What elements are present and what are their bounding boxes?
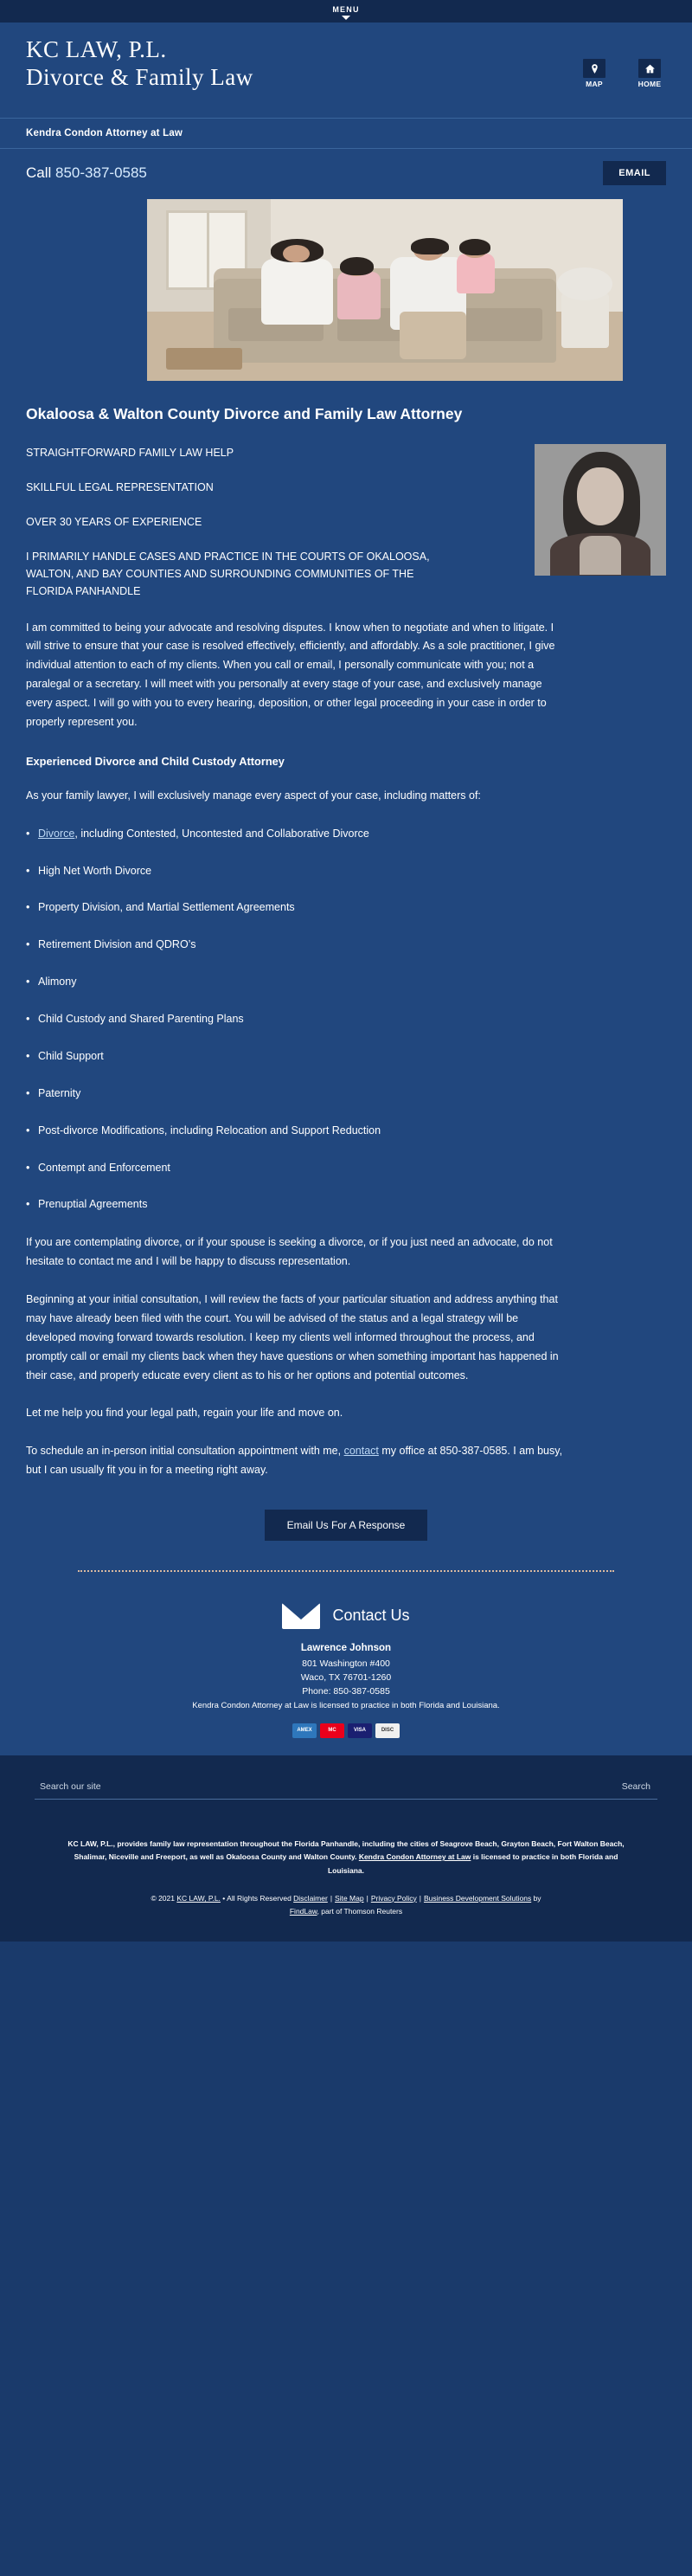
section-subheading: Experienced Divorce and Child Custody Attorney bbox=[26, 754, 285, 768]
mastercard-card-icon: MC bbox=[320, 1723, 344, 1738]
map-icon bbox=[583, 59, 606, 78]
list-item-label: High Net Worth Divorce bbox=[38, 864, 152, 877]
paragraph-commitment: I am committed to being your advocate and resolving disputes. I know when to negotiate and when to litigate. I will strive to ensure that your case is resolved effectively, efficiently, and affordably. As a sole practitioner, I give individual attention to each of my clients. When you call or email, I personally communicate with you; not a paralegal or a secretary. I will meet with you personally at every stage of your case, and exclusively manage every aspect. I will go with you to every hearing, deposition, or other legal proceeding in your case in order to properly represent you. bbox=[26, 621, 555, 728]
discover-card-icon: DISC bbox=[375, 1723, 400, 1738]
contact-phone[interactable]: Phone: 850-387-0585 bbox=[302, 1685, 390, 1697]
paragraph-legal-path: Let me help you find your legal path, regain your life and move on. bbox=[26, 1407, 343, 1420]
intro-row bbox=[26, 444, 666, 600]
footer-by: by bbox=[531, 1893, 541, 1903]
footer-legal bbox=[52, 1892, 640, 1919]
list-item-label: Alimony bbox=[38, 976, 77, 989]
menu-toggle[interactable] bbox=[0, 0, 692, 23]
list-item bbox=[26, 1122, 562, 1141]
intro-line-1: STRAIGHTFORWARD FAMILY LAW HELP bbox=[26, 446, 234, 459]
home-button[interactable] bbox=[630, 59, 670, 88]
list-item-label: Retirement Division and QDRO’s bbox=[38, 938, 196, 951]
attorney-tagline: Kendra Condon Attorney at Law bbox=[0, 118, 692, 149]
list-item bbox=[26, 1085, 562, 1104]
map-label: MAP bbox=[586, 80, 603, 88]
list-item-label: Post-divorce Modifications, including Relocation and Support Reduction bbox=[38, 1124, 381, 1137]
call-bar bbox=[0, 149, 692, 199]
list-item-label: Child Support bbox=[38, 1049, 104, 1062]
schedule-text-a: To schedule an in-person initial consultation appointment with me, bbox=[26, 1445, 344, 1458]
site-footer bbox=[0, 1819, 692, 1942]
footer-desc-a: KC LAW, P.L., provides family law representation throughout the Florida Panhandle, including the cities of Seagrove Beach, Grayton Beach, Fort Walton Beach, Shalimar, Niceville and Freeport, as well as Okaloosa County and Walton County. bbox=[67, 1839, 625, 1862]
list-item bbox=[26, 1159, 562, 1178]
intro-line-4: I PRIMARILY HANDLE CASES AND PRACTICE IN THE COURTS OF OKALOOSA, WALTON, AND BAY COUNTIES AND SURROUNDING COMMUNITIES OF THE FLORIDA PANHANDLE bbox=[26, 550, 430, 597]
search-button[interactable]: Search bbox=[615, 1778, 657, 1795]
contact-link[interactable]: contact bbox=[343, 1445, 379, 1458]
contact-address: 801 Washington #400 bbox=[302, 1658, 390, 1669]
paragraph-consultation: Beginning at your initial consultation, I will review the facts of your particular situation and address anything that may have already been filed with the court. You will be advised of the status and a legal strategy will be developed moving forward towards resolution. I keep my clients well informed throughout the process, and promptly call or email my clients back when they have questions or when something important has happened in their case, and properly educate every client as to his or her options and potential outcomes. bbox=[26, 1293, 559, 1381]
footer-link-disclaimer[interactable]: Disclaimer bbox=[293, 1893, 328, 1903]
call-prefix: Call bbox=[26, 164, 56, 181]
home-icon bbox=[638, 59, 661, 78]
list-item bbox=[26, 862, 562, 881]
footer-findlaw-link[interactable]: FindLaw bbox=[289, 1907, 317, 1916]
paragraph-contemplating: If you are contemplating divorce, or if your spouse is seeking a divorce, or if you just need an advocate, do not hesitate to contact me and I will be happy to discuss representation. bbox=[26, 1236, 553, 1268]
divorce-link[interactable]: Divorce bbox=[38, 827, 75, 840]
map-button[interactable] bbox=[574, 59, 614, 88]
list-item-label: , including Contested, Uncontested and Collaborative Divorce bbox=[74, 827, 369, 840]
brand-tagline[interactable]: Divorce & Family Law bbox=[26, 64, 253, 91]
footer-description bbox=[61, 1838, 631, 1878]
phone-link[interactable]: 850-387-0585 bbox=[55, 164, 147, 181]
list-item bbox=[26, 1010, 562, 1029]
chevron-down-icon bbox=[342, 16, 350, 20]
intro-line-2: SKILLFUL LEGAL REPRESENTATION bbox=[26, 480, 214, 493]
contact-title: Contact Us bbox=[332, 1607, 410, 1625]
search-row bbox=[35, 1778, 657, 1800]
menu-label: MENU bbox=[332, 4, 360, 14]
hero-image bbox=[147, 199, 623, 381]
paragraph-services-intro: As your family lawyer, I will exclusively manage every aspect of your case, including matters of: bbox=[26, 789, 481, 802]
site-header bbox=[0, 23, 692, 118]
email-response-button[interactable]: Email Us For A Response bbox=[265, 1510, 428, 1541]
footer-sep-3: | bbox=[419, 1893, 421, 1903]
list-item bbox=[26, 1047, 562, 1066]
contact-name: Lawrence Johnson bbox=[300, 1643, 392, 1653]
footer-findlaw-tail: , part of Thomson Reuters bbox=[317, 1907, 403, 1916]
contact-section bbox=[0, 1581, 692, 1755]
visa-card-icon: VISA bbox=[348, 1723, 372, 1738]
header-icon-group bbox=[574, 59, 670, 88]
attorney-portrait bbox=[535, 444, 666, 576]
services-list bbox=[26, 825, 666, 1215]
call-text bbox=[26, 164, 147, 182]
footer-sep-1: | bbox=[330, 1893, 333, 1903]
contact-city: Waco, TX 76701-1260 bbox=[300, 1671, 392, 1683]
footer-sep-2: | bbox=[366, 1893, 368, 1903]
list-item-label: Contempt and Enforcement bbox=[38, 1161, 170, 1174]
main-content bbox=[0, 381, 692, 1581]
footer-link-business-dev[interactable]: Business Development Solutions bbox=[423, 1893, 532, 1903]
list-item bbox=[26, 825, 562, 844]
paragraph-schedule bbox=[26, 1442, 567, 1480]
intro-lines bbox=[26, 444, 463, 600]
list-item bbox=[26, 1195, 562, 1214]
contact-note: Kendra Condon Attorney at Law is licensed to practice in both Florida and Louisiana. bbox=[192, 1701, 500, 1711]
schedule-text-b: my office at 850-387-0585. I am busy, but I can usually fit you in for a meeting right away. bbox=[26, 1445, 563, 1477]
search-band bbox=[0, 1755, 692, 1819]
contact-head bbox=[26, 1603, 666, 1629]
search-input[interactable] bbox=[35, 1778, 615, 1795]
list-item-label: Child Custody and Shared Parenting Plans bbox=[38, 1013, 244, 1025]
footer-attorney-link[interactable]: Kendra Condon Attorney at Law bbox=[358, 1852, 471, 1862]
home-label: HOME bbox=[638, 80, 662, 88]
brand-name[interactable]: KC LAW, P.L. bbox=[26, 36, 167, 62]
list-item-label: Paternity bbox=[38, 1086, 81, 1099]
list-item bbox=[26, 936, 562, 955]
cta-wrap bbox=[26, 1510, 666, 1541]
hero-wrap bbox=[0, 199, 692, 381]
list-item-label: Property Division, and Martial Settlement Agreements bbox=[38, 901, 295, 914]
list-item-label: Prenuptial Agreements bbox=[38, 1198, 148, 1211]
footer-desc-b: is licensed to practice in both Florida and Louisiana. bbox=[327, 1852, 618, 1875]
page-title: Okaloosa & Walton County Divorce and Family Law Attorney bbox=[26, 405, 463, 422]
amex-card-icon: AMEX bbox=[292, 1723, 317, 1738]
divider bbox=[78, 1570, 614, 1572]
footer-copyright: © 2021 bbox=[151, 1893, 177, 1903]
footer-firm-link[interactable]: KC LAW, P.L. bbox=[176, 1893, 221, 1903]
footer-link-privacy[interactable]: Privacy Policy bbox=[370, 1893, 417, 1903]
footer-rights: • All Rights Reserved bbox=[220, 1893, 294, 1903]
accepted-cards bbox=[26, 1723, 666, 1738]
intro-line-3: OVER 30 YEARS OF EXPERIENCE bbox=[26, 515, 202, 528]
list-item bbox=[26, 973, 562, 992]
list-item bbox=[26, 898, 562, 918]
envelope-icon bbox=[282, 1603, 320, 1629]
email-button[interactable]: EMAIL bbox=[603, 161, 666, 185]
footer-link-site-map[interactable]: Site Map bbox=[335, 1893, 364, 1903]
